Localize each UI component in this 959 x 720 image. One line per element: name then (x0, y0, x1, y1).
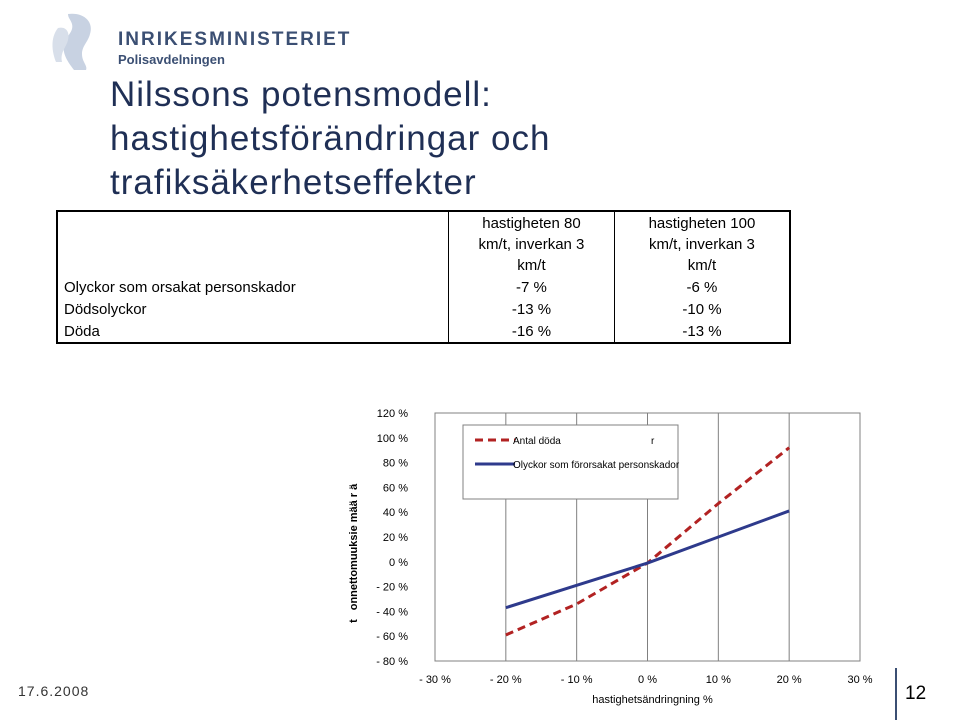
x-tick-label: - 20 % (489, 674, 522, 686)
speed-effect-chart (330, 395, 873, 720)
y-tick-label: - 20 % (376, 581, 408, 594)
org-unit: Polisavdelningen (118, 52, 225, 67)
row-value-100: -13 % (614, 320, 790, 343)
table-row (57, 320, 790, 343)
title-line-3: trafiksäkerhetseffekter (110, 163, 477, 202)
header-80: hastigheten 80 km/t, inverkan 3 km/t (449, 211, 615, 276)
x-tick-label: 10 % (705, 674, 731, 686)
effects-table (56, 210, 791, 344)
row-value-100: -10 % (614, 298, 790, 320)
x-tick-label: 30 % (847, 674, 873, 686)
y-tick-label: 120 % (376, 408, 408, 420)
y-tick-label: 20 % (382, 532, 408, 544)
y-tick-label: 60 % (382, 482, 408, 495)
table-row (57, 298, 790, 320)
legend-label: Olyckor som förorsakat personskador (513, 460, 680, 471)
y-tick-label: 100 % (376, 432, 408, 445)
x-tick-label: 0 % (638, 674, 657, 686)
y-tick-label: 80 % (382, 457, 408, 470)
table-header-row (57, 211, 790, 276)
y-tick-label: - 80 % (376, 656, 408, 668)
header-100: hastigheten 100 km/t, inverkan 3 km/t (614, 211, 790, 276)
row-label: Olyckor som orsakat personskador (64, 278, 296, 296)
page-number: 12 (905, 683, 927, 704)
slide-title (110, 73, 550, 205)
x-axis-label: hastighetsändringning % (592, 694, 713, 706)
y-tick-label: - 40 % (376, 606, 408, 619)
row-value-80: -7 % (449, 276, 615, 298)
title-line-1: Nilssons potensmodell: (110, 75, 492, 114)
y-axis-label-prefix: t (348, 619, 360, 623)
table-row (57, 276, 790, 298)
row-value-80: -13 % (449, 298, 615, 320)
footer-date: 17.6.2008 (18, 683, 90, 699)
row-value-100: -6 % (614, 276, 790, 298)
legend-label-suffix: r (651, 436, 655, 447)
y-tick-label: 40 % (382, 507, 408, 520)
row-label: Dödsolyckor (64, 300, 147, 318)
org-name: INRIKESMINISTERIET (118, 29, 352, 50)
y-tick-label: - 60 % (376, 631, 408, 644)
y-tick-label: 0 % (389, 556, 408, 569)
row-value-80: -16 % (449, 320, 615, 343)
x-tick-label: - 10 % (560, 674, 593, 686)
page-divider (895, 668, 897, 720)
y-axis-label: onnettomuuksie mää r ä (348, 483, 360, 611)
row-label: Döda (64, 322, 100, 340)
x-tick-label: - 30 % (419, 674, 451, 686)
x-tick-label: 20 % (776, 674, 802, 686)
lion-emblem-icon (53, 14, 91, 70)
title-line-2: hastighetsförändringar och (110, 119, 551, 158)
header-empty (57, 211, 449, 276)
legend-label: Antal döda (513, 436, 561, 447)
